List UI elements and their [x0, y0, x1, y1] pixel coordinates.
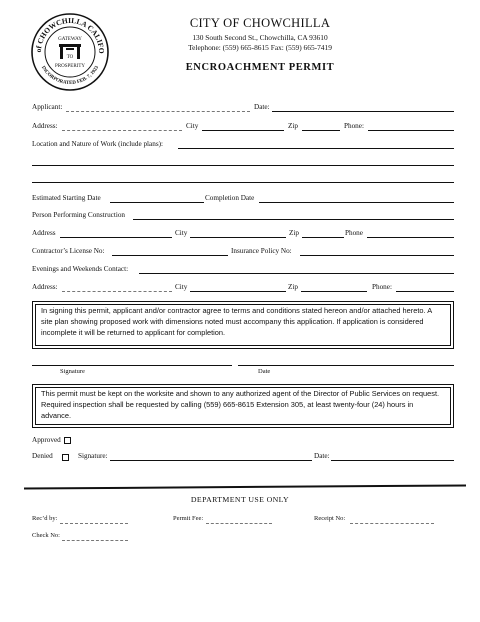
fee-field[interactable] [206, 523, 272, 524]
license-label: Contractor’s License No: [32, 247, 105, 255]
address3-label: Address: [32, 283, 58, 291]
signature-date-label: Date [258, 368, 271, 375]
seal-prosperity: PROSPERITY [54, 64, 86, 69]
date-field[interactable] [272, 111, 454, 112]
city-address: 130 South Second St., Chowchilla, CA 93610 [192, 33, 328, 42]
start-date-field[interactable] [110, 202, 204, 203]
zip-label: Zip [288, 122, 298, 130]
phone3-field[interactable] [396, 291, 454, 292]
address2-label: Address [32, 229, 56, 237]
receipt-field[interactable] [350, 523, 434, 524]
evenings-label: Evenings and Weekends Contact: [32, 265, 129, 273]
location-field-2[interactable] [32, 165, 454, 166]
location-label: Location and Nature of Work (include plans): [32, 140, 164, 148]
approval-date-field[interactable] [331, 460, 454, 461]
approved-checkbox[interactable] [64, 437, 71, 444]
notice-text: This permit must be kept on the worksite and shown to any authorized agent of the Director of Public Services on request. Required inspection shall be requested by calling (559) 665-8615 Extension 305, at least twenty-four (24) hours in advance. [41, 389, 440, 420]
applicant-field[interactable] [66, 111, 250, 112]
evenings-field[interactable] [139, 273, 454, 274]
start-date-label: Estimated Starting Date [32, 194, 101, 202]
city-label: City [186, 122, 199, 130]
address-field[interactable] [62, 130, 182, 131]
phone-field[interactable] [368, 130, 454, 131]
approved-label: Approved [32, 436, 61, 444]
city2-label: City [175, 229, 188, 237]
agreement-text: In signing this permit, applicant and/or contractor agree to terms and conditions stated hereon and/or attached hereto. A site plan showing proposed work with dimensions noted must accompany this application. If application is considered incomplete it will be returned to applicant for completion. [41, 306, 432, 337]
phone2-label: Phone [345, 229, 363, 237]
check-field[interactable] [62, 540, 128, 541]
completion-date-field[interactable] [259, 202, 454, 203]
section-divider [24, 484, 466, 489]
denied-label: Denied [32, 452, 53, 460]
zip-field[interactable] [302, 130, 340, 131]
completion-date-label: Completion Date [205, 194, 255, 202]
address-label: Address: [32, 122, 58, 130]
agreement-box [32, 301, 454, 349]
city3-field[interactable] [190, 291, 286, 292]
applicant-label: Applicant: [32, 103, 63, 111]
denied-checkbox[interactable] [62, 454, 69, 461]
performer-field[interactable] [133, 219, 454, 220]
phone3-label: Phone: [372, 283, 392, 291]
zip2-field[interactable] [302, 237, 344, 238]
date-label: Date: [254, 103, 270, 111]
location-field-3[interactable] [32, 182, 454, 183]
performer-label: Person Performing Construction [32, 211, 126, 219]
city-field[interactable] [202, 130, 284, 131]
seal-top-text: of CHOWCHILLA CALIFO [33, 15, 107, 54]
check-label: Check No: [32, 532, 60, 539]
approval-signature-field[interactable] [110, 460, 312, 461]
fee-label: Permit Fee: [173, 515, 204, 522]
insurance-field[interactable] [300, 255, 454, 256]
approval-date-label: Date: [314, 452, 330, 460]
approval-signature-label: Signature: [78, 452, 108, 460]
location-field-1[interactable] [178, 148, 454, 149]
recd-field[interactable] [60, 523, 128, 524]
approved-row [32, 436, 71, 444]
recd-label: Rec’d by: [32, 515, 58, 522]
receipt-label: Receipt No: [314, 515, 346, 522]
signature-date-field[interactable] [238, 365, 454, 366]
city-seal [30, 12, 110, 92]
signature-field[interactable] [32, 365, 232, 366]
address2-field[interactable] [60, 237, 172, 238]
page-title: ENCROACHMENT PERMIT [185, 62, 335, 73]
address3-field[interactable] [62, 291, 172, 292]
license-field[interactable] [112, 255, 228, 256]
insurance-label: Insurance Policy No: [231, 247, 292, 255]
phone2-field[interactable] [367, 237, 454, 238]
zip3-label: Zip [288, 283, 298, 291]
zip3-field[interactable] [301, 291, 367, 292]
notice-box [32, 384, 454, 428]
seal-to: TO [66, 55, 74, 60]
seal-bottom-text: INCORPORATED FEB. 7, 1923 [39, 65, 101, 87]
zip2-label: Zip [289, 229, 299, 237]
dept-heading: DEPARTMENT USE ONLY [190, 495, 290, 504]
city2-field[interactable] [190, 237, 286, 238]
phone-label: Phone: [344, 122, 364, 130]
city3-label: City [175, 283, 188, 291]
city-name: CITY OF CHOWCHILLA [189, 16, 331, 30]
seal-gateway: GATEWAY [58, 37, 82, 42]
city-phones: Telephone: (559) 665-8615 Fax: (559) 665-7419 [188, 43, 332, 52]
signature-label: Signature [60, 368, 85, 375]
